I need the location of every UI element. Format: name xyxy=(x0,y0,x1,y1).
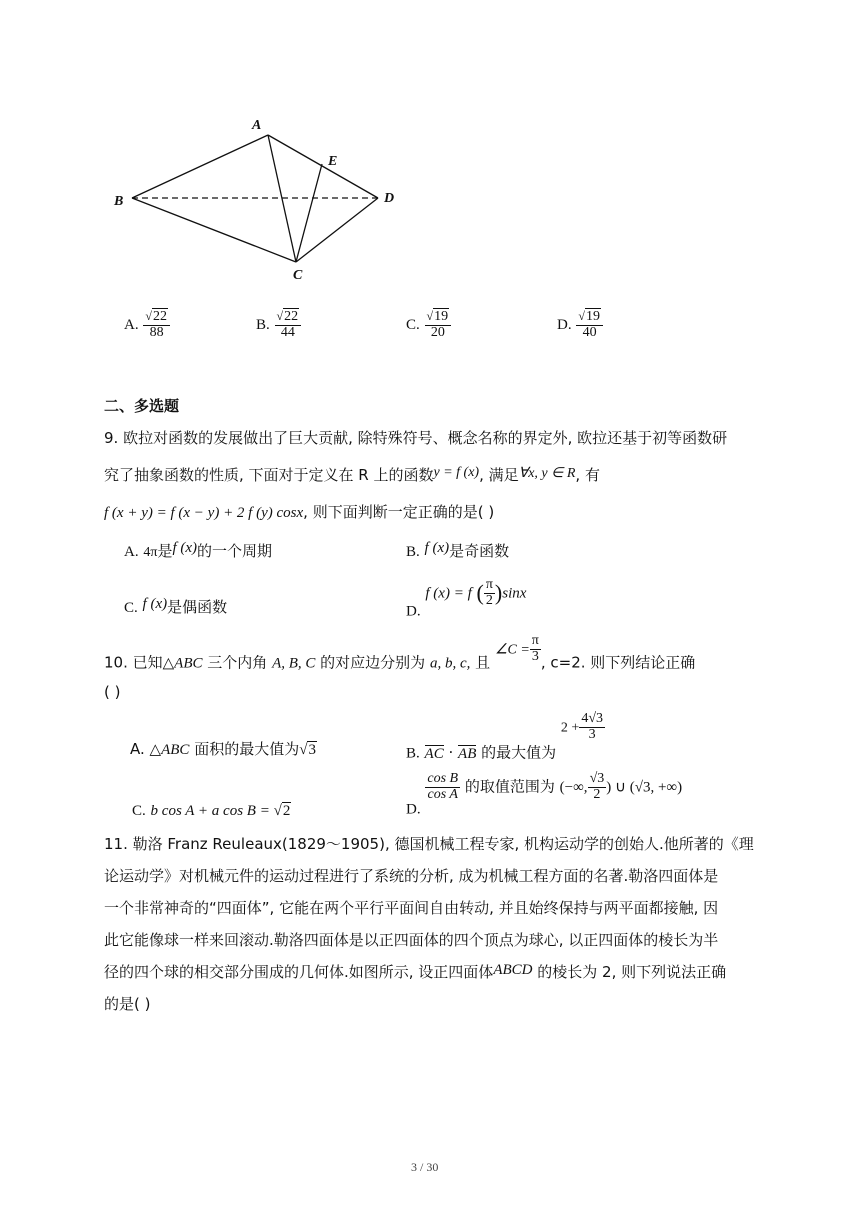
option-math: sinx xyxy=(502,585,527,602)
q11-line-5 xyxy=(104,961,726,982)
sqrt-sign: √ xyxy=(269,803,282,819)
option-math: 4π xyxy=(143,545,158,560)
fraction-numerator: π xyxy=(485,577,493,592)
edge-ad xyxy=(268,135,378,198)
segment-ce xyxy=(296,164,322,262)
q11-line-2: 论运动学》对机械元件的运动过程进行了系统的分析, 成为机械工程方面的名著.勒洛四面体是 xyxy=(104,867,719,885)
option-letter: A. xyxy=(124,317,139,334)
q10-option-b xyxy=(406,712,605,763)
q10-math: A, B, C xyxy=(272,655,316,672)
q9-option-a xyxy=(124,540,272,561)
option-fraction: $\frac{√22}{44}$ xyxy=(275,310,302,340)
q10-option-a xyxy=(130,738,317,759)
option-letter: B. xyxy=(406,745,420,762)
fraction-numerator: 19 xyxy=(434,309,449,324)
q9-option-d xyxy=(406,578,526,621)
label-b: B xyxy=(114,194,124,209)
q11-line-6: 的是( ) xyxy=(104,995,151,1013)
option-fraction: $\frac{√22}{88}$ xyxy=(143,310,170,340)
label-d: D xyxy=(384,191,395,206)
q9-option-c xyxy=(124,596,227,617)
option-letter: D. xyxy=(406,603,421,620)
option-fraction xyxy=(579,712,605,742)
fraction-numerator: 22 xyxy=(152,309,167,324)
q10-angle-fraction xyxy=(530,634,541,664)
fraction-denominator: cos A xyxy=(425,787,460,803)
fraction-denominator: 20 xyxy=(425,325,452,341)
option-text: 的取值范围为 xyxy=(460,777,555,796)
q9-line-3 xyxy=(104,501,494,522)
fraction-numerator: 19 xyxy=(585,309,600,324)
paren-right: ) xyxy=(494,580,503,606)
option-math: f (x) = f xyxy=(425,585,472,602)
option-letter: D. xyxy=(406,801,421,818)
edge-ba xyxy=(132,135,268,198)
option-letter: C. xyxy=(406,317,420,334)
section-title: 二、多选题 xyxy=(104,397,180,415)
q10-option-c xyxy=(132,801,291,820)
range-part: ) ∪ (√3, +∞) xyxy=(606,779,683,796)
option-fraction: $\frac{√19}{20}$ xyxy=(425,310,452,340)
fraction-denominator: 3 xyxy=(530,649,541,665)
label-e: E xyxy=(328,154,338,169)
sqrt-sign: √ xyxy=(299,742,308,758)
q11-math: ABCD xyxy=(493,962,533,978)
fraction-numerator: π xyxy=(531,633,539,648)
option-fraction: $\frac{√19}{40}$ xyxy=(576,310,603,340)
q8-option-c xyxy=(406,310,451,340)
q10-line-1 xyxy=(104,634,695,673)
q11-text: 径的四个球的相交部分围成的几何体.如图所示, 设正四面体 xyxy=(104,963,494,981)
q8-option-d xyxy=(557,310,603,340)
option-fraction xyxy=(425,772,460,802)
range-fraction xyxy=(588,772,607,802)
fraction-numerator: 4√3 xyxy=(581,711,604,726)
q9-text: , 有 xyxy=(575,466,600,484)
edge-cd xyxy=(296,198,378,262)
q8-option-b xyxy=(256,310,301,340)
fraction-denominator: 44 xyxy=(275,325,302,341)
q9-line-1: 9. 欧拉对函数的发展做出了巨大贡献, 除特殊符号、概念名称的界定外, 欧拉还基于初等函数研 xyxy=(104,429,728,447)
q11-text: 的棱长为 2, 则下列说法正确 xyxy=(532,963,727,981)
option-letter: A. xyxy=(124,544,139,560)
vector-ab: AB xyxy=(458,745,477,762)
fraction-numerator: cos B xyxy=(427,771,459,786)
q11-line-4: 此它能像球一样来回滚动.勒洛四面体是以正四面体的四个顶点为球心, 以正四面体的棱长为半 xyxy=(104,931,719,949)
option-letter: C. xyxy=(124,600,138,616)
q10-text: , c=2. 则下列结论正确 xyxy=(540,653,696,672)
label-a: A xyxy=(252,118,262,133)
paren-left: ( xyxy=(476,580,484,606)
label-c: C xyxy=(293,268,303,283)
q10-text: 10. 已知△ xyxy=(104,653,175,672)
q9-text: , 则下面判断一定正确的是( ) xyxy=(303,503,495,521)
fraction-denominator: 40 xyxy=(576,325,603,341)
option-text: 的最大值为 xyxy=(476,743,557,762)
option-letter: B. xyxy=(256,317,270,334)
q10-text: 三个内角 xyxy=(202,653,273,672)
page-number: 3 / 30 xyxy=(411,1160,439,1174)
q10-math: a, b, c, xyxy=(429,655,471,672)
option-letter: B. xyxy=(406,544,420,560)
q9-option-b xyxy=(406,540,509,561)
q10-text: 且 xyxy=(470,653,491,672)
fraction-numerator: 22 xyxy=(284,309,299,324)
q10-math: ABC xyxy=(174,655,203,672)
option-math: f (x) xyxy=(172,540,198,556)
q10-line-2: ( ) xyxy=(104,683,121,701)
fraction-denominator: 3 xyxy=(579,727,605,743)
q9-function-math: y = f (x) xyxy=(433,465,480,480)
option-math: 2 + xyxy=(560,720,580,736)
tetrahedron-figure xyxy=(100,105,410,285)
option-math: b cos A + a cos B = xyxy=(150,803,270,819)
option-letter: A. △ xyxy=(130,740,162,758)
dot-operator: · xyxy=(443,743,459,762)
option-text: 是偶函数 xyxy=(167,598,228,616)
q9-condition-math: ∀x, y ∈ R xyxy=(518,466,576,481)
edge-bc xyxy=(132,198,296,262)
vector-ac: AC xyxy=(424,745,444,762)
option-value: 2 xyxy=(282,803,291,819)
option-math: ABC xyxy=(161,742,190,758)
q8-option-a xyxy=(124,310,170,340)
q9-equation: f (x + y) = f (x − y) + 2 f (y) cosx xyxy=(104,505,304,521)
q9-text: 究了抽象函数的性质, 下面对于定义在 R 上的函数 xyxy=(104,466,434,484)
q10-angle: ∠C = xyxy=(494,642,530,658)
option-text: 是奇函数 xyxy=(449,542,510,560)
option-fraction xyxy=(484,578,495,608)
q9-line-2 xyxy=(104,464,600,485)
option-math: f (x) xyxy=(142,596,168,612)
option-text: 的一个周期 xyxy=(197,542,273,560)
option-value: 3 xyxy=(308,742,316,758)
fraction-denominator: 2 xyxy=(588,787,607,803)
range-part: (−∞, xyxy=(559,779,588,796)
option-math: f (x) xyxy=(424,540,450,556)
q11-line-3: 一个非常神奇的“四面体”, 它能在两个平行平面间自由转动, 并且始终保持与两平面都接触, 因 xyxy=(104,899,719,917)
q9-text: , 满足 xyxy=(479,466,519,484)
q10-text: 的对应边分别为 xyxy=(315,653,430,672)
fraction-denominator: 88 xyxy=(143,325,170,341)
q11-line-1: 11. 勒洛 Franz Reuleaux(1829～1905), 德国机械工程专家, 机构运动学的创始人.他所著的《理 xyxy=(104,835,754,853)
fraction-numerator: √3 xyxy=(589,771,605,786)
q10-option-d xyxy=(406,772,682,819)
option-letter: D. xyxy=(557,317,572,334)
option-letter: C. xyxy=(132,803,146,819)
option-text: 面积的最大值为 xyxy=(189,740,300,758)
option-text: 是 xyxy=(157,542,173,560)
fraction-denominator: 2 xyxy=(484,593,495,609)
